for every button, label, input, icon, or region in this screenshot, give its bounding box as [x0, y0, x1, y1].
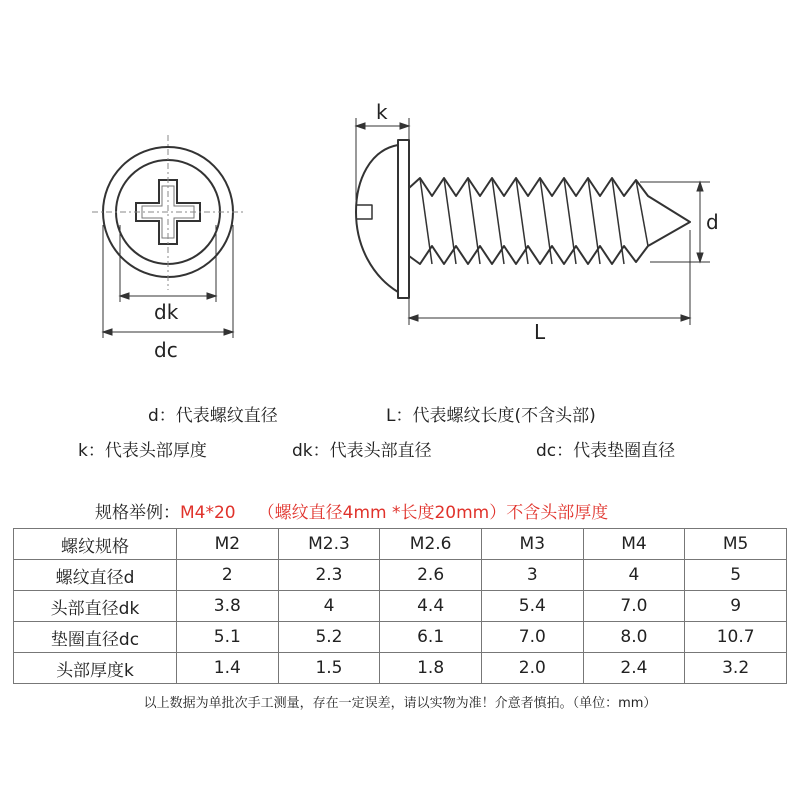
table-cell: 10.7	[685, 622, 787, 653]
dk-label: dk	[154, 300, 179, 324]
table-cell: 2.3	[278, 560, 380, 591]
row-label: 头部厚度k	[14, 653, 177, 684]
table-cell: 3.2	[685, 653, 787, 684]
table-cell: 4	[278, 591, 380, 622]
dc-label: dc	[154, 338, 178, 362]
k-label: k	[376, 100, 388, 124]
table-cell: M2.3	[278, 529, 380, 560]
table-cell: 7.0	[583, 591, 685, 622]
table-cell: 2.6	[380, 560, 482, 591]
L-label: L	[534, 320, 546, 344]
table-cell: 2.4	[583, 653, 685, 684]
legend-L: L：代表螺纹长度(不含头部)	[386, 406, 596, 426]
table-row	[14, 653, 787, 684]
legend-dc: dc：代表垫圈直径	[536, 441, 676, 461]
legend-k: k：代表头部厚度	[78, 441, 207, 461]
center-lines	[92, 135, 245, 290]
table-cell: 5	[685, 560, 787, 591]
table-cell: 3.8	[177, 591, 279, 622]
washer	[398, 140, 409, 298]
table-cell: 1.4	[177, 653, 279, 684]
table-cell: 2	[177, 560, 279, 591]
spec-table	[13, 528, 787, 684]
row-label: 垫圈直径dc	[14, 622, 177, 653]
table-cell: 1.8	[380, 653, 482, 684]
table-cell: 6.1	[380, 622, 482, 653]
row-label: 头部直径dk	[14, 591, 177, 622]
legend-dk: dk：代表头部直径	[292, 441, 432, 461]
table-cell: M4	[583, 529, 685, 560]
table-row	[14, 591, 787, 622]
table-cell: 1.5	[278, 653, 380, 684]
table-cell: 9	[685, 591, 787, 622]
spec-example-spec: M4*20	[180, 503, 236, 523]
table-row	[14, 529, 787, 560]
table-cell: 5.4	[481, 591, 583, 622]
table-cell: 2.0	[481, 653, 583, 684]
spec-example-detail: （螺纹直径4mm *长度20mm）不含头部厚度	[257, 503, 609, 523]
table-cell: M5	[685, 529, 787, 560]
spec-example-prefix: 规格举例：	[95, 503, 180, 523]
table-row	[14, 560, 787, 591]
table-cell: 5.2	[278, 622, 380, 653]
table-row	[14, 622, 787, 653]
d-label: d	[706, 210, 719, 234]
row-label: 螺纹直径d	[14, 560, 177, 591]
table-cell: 3	[481, 560, 583, 591]
screw-side-view	[356, 140, 690, 298]
table-cell: M2.6	[380, 529, 482, 560]
table-cell: 8.0	[583, 622, 685, 653]
table-cell: 5.1	[177, 622, 279, 653]
k-dimension	[356, 118, 409, 200]
spec-example	[95, 498, 608, 523]
table-cell: M3	[481, 529, 583, 560]
table-cell: M2	[177, 529, 279, 560]
footnote: 以上数据为单批次手工测量，存在一定误差，请以实物为准！介意者慎拍。（单位：mm）	[143, 696, 657, 711]
table-cell: 4.4	[380, 591, 482, 622]
row-label: 螺纹规格	[14, 529, 177, 560]
table-cell: 4	[583, 560, 685, 591]
table-cell: 7.0	[481, 622, 583, 653]
legend-d: d：代表螺纹直径	[148, 406, 278, 426]
d-dimension	[640, 182, 710, 262]
